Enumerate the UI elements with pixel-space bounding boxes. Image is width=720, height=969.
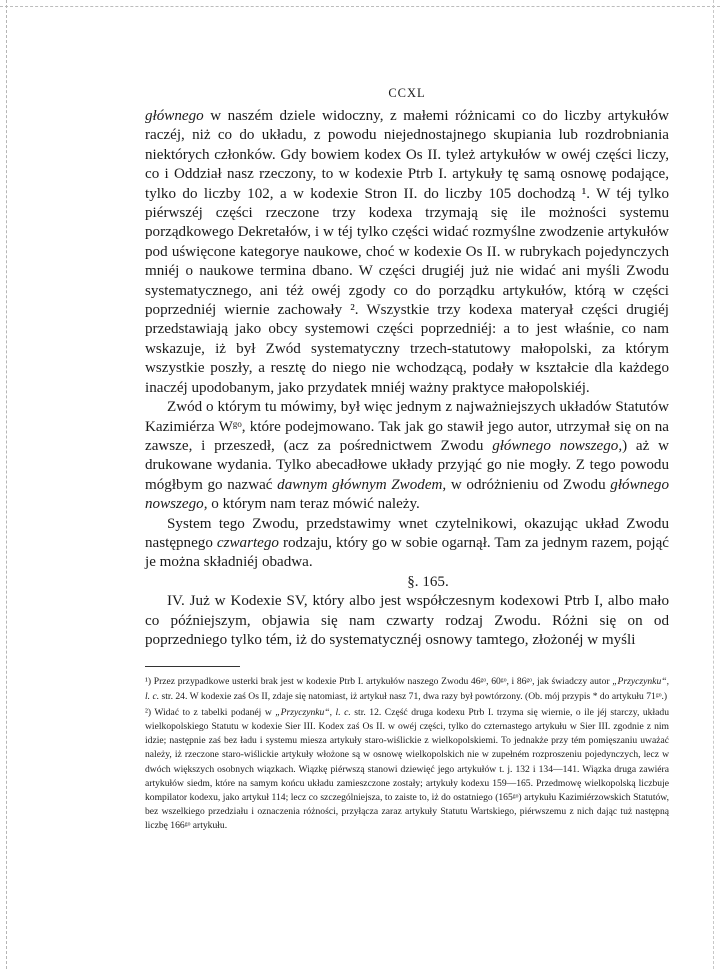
scan-edge-top <box>0 6 720 7</box>
page-number: CCXL <box>388 86 426 100</box>
scan-edge-left <box>6 0 7 969</box>
text-run-2: ) aż w drukowane wydania. Tylko abecadłowe układy przyjąć go nie mogły. Z tego powodu mógłbym go nazwać <box>145 437 670 493</box>
body-text <box>145 107 669 650</box>
text-run-6: o którym nam teraz mówić należy. <box>207 496 420 513</box>
footnote-2 <box>145 706 669 834</box>
italic-run-5: głównego nowszego, <box>145 476 669 513</box>
text-run-2: str. 12. Część druga kodexu Ptrb I. trzyma się wiernie, o ile jéj starczy, układu wielkopolskiego Statutu w kodexie Sier III. Kodex zaś Os II. w owéj części, tylko do czternastego artykułu w Sier III. zgodnie z nim idzie; następnie zaś bez ładu i systemu miesza artykuły staro-wiślickie z wielkopolskiemi. To jednakże przy tém pomięszaniu uważać należy, iż rzeczone staro-wiślickie artykuły włożone są w osnowę wielkopolskich nie w zupełném rozproszeniu pojedynczych, lecz w dwóch większych osobnych wiązkach. Wiązkę piérwszą stanowi dziewięć jego artykułów t. j. 132 i 134—141. Wiązka druga zawiéra artykułów siedm, które na samym końcu układu zamieszczone zostały; artykuły kodexu 159—165. Przedmowę wielkopolską liczbuje kompilator kodexu, jako artykuł 114; lecz co szczególniejsza, to zaiste to, iż do ostatniego (165ᵍᵒ) artykułu Kazimiérzowskich Statutów, bez wszelkiego przedziału i oznaczenia różności, przyłącza zaraz artykuły Statutu Wartskiego, piérwszemu z nich dając tuż następną liczbę 166ᵍᵒ artykułu. <box>145 706 670 832</box>
italic-run-3: dawnym głównym Zwodem, <box>277 476 447 493</box>
text-run-1: w naszém dziele widoczny, z małemi różnicami co do liczby artykułów raczéj, niż co do układu, z powodu niejednostajnego skupiania lub rozdrobniania niektórych członków. Gdy bowiem kodex Os II. tyleż artykułów w owéj części liczy, co i Oddział nasz rzeczony, to w kodexie Ptrb I. artykuły tę samą osnowę podające, tylko do liczby 102, a w kodexie Stron II. do liczby 105 dochodzą ¹. W téj tylko piérwszéj części rzeczone trzy kodexa trzymają się ile możności systemu porządkowego Dekretałów, i w téj tylko części widać rozmyślne zwodzenie artykułów pod uświęcone kategorye naukowe, choć w kodexie Os II. w rubrykach pojedynczych mniéj o naukowe termina dbano. W części drugiéj już nie widać ani myśli Zwodu systematycznego, ani téż owéj zgody co do porządku artykułów, którą w części poprzedniéj wiernie zachowały ². Wszystkie trzy kodexa materyał części drugiéj przedstawiają jako obcy systemowi części poprzedniéj: a to jest właśnie, co nam wskazuje, iż był Zwód systematyczny trzech-statutowy małopolski, za którym wszystkie poszły, a resztę do niego nie wchodzącą, podały w kształcie dla każdego inaczéj upodobanym, jako przydatek mniéj ważny praktyce małopolskiéj. <box>145 108 669 396</box>
text-run-0: Przez przypadkowe usterki brak jest w kodexie Ptrb I. artykułów naszego Zwodu 46ᵍᵒ, 60ᵍᵒ, i 86ᵍᵒ, jak świadczy autor <box>153 676 613 688</box>
text-run-2: rodzaju, który go w sobie ogarnął. Tam za jednym razem, pojąć je można składniéj obadwa. <box>145 534 669 571</box>
text-run-0: Widać to z tabelki podanéj w <box>154 706 276 718</box>
text-run-0: Zwód o którym tu mówimy, był więc jednym z najważniejszych układów Statutów Kazimiérza Wᵍᵒ, które podejmowano. Tak jak go stawił jego autor, utrzymał się on na zawsze, i przeszedł, (acz za pośrednictwem Zwodu <box>145 399 669 454</box>
text-run-0: IV. Już w Kodexie SV, który albo jest współczesnym kodexowi Ptrb I, albo mało co późniejszym, objawia się nam czwarty rodzaj Zwodu. Różni się on od poprzedniego tylko tém, iż do systematycznéj osnowy tamtego, złożonéj w myśli <box>145 593 669 648</box>
italic-run-0: głównego <box>145 108 204 124</box>
paragraph-zwod <box>145 398 669 514</box>
footnote-2-marker: ²) <box>145 706 152 718</box>
text-run-4: w odróżnieniu od Zwodu <box>446 476 611 493</box>
italic-run-1: „Przyczynku“, l. c. <box>145 676 669 702</box>
italic-run-1: czwartego <box>216 534 279 551</box>
text-run-2: str. 24. W kodexie zaś Os II, zdaje się natomiast, iż artykuł nasz 71, dwa razy był powtórzony. (Ob. mój przypis * do artykułu 71ᵍᵒ.) <box>159 690 668 702</box>
section-number: §. 165. <box>407 573 449 590</box>
book-page <box>145 86 669 834</box>
footnote-1 <box>145 675 669 703</box>
paragraph-continuation <box>145 107 669 398</box>
footnote-separator <box>145 666 240 667</box>
paragraph-system <box>145 515 669 573</box>
italic-run-1: głównego nowszego, <box>492 437 623 454</box>
footnote-1-marker: ¹) <box>145 676 152 688</box>
footnotes <box>145 675 669 833</box>
text-run-0: System tego Zwodu, przedstawimy wnet czytelnikowi, okazując układ Zwodu następnego <box>145 515 669 551</box>
footnote-1-text <box>145 676 669 701</box>
footnote-2-text <box>145 707 669 832</box>
scan-edge-right <box>713 0 714 969</box>
paragraph-kodex-sv <box>145 592 669 650</box>
italic-run-1: „Przyczynku“, l. c. <box>275 706 351 718</box>
